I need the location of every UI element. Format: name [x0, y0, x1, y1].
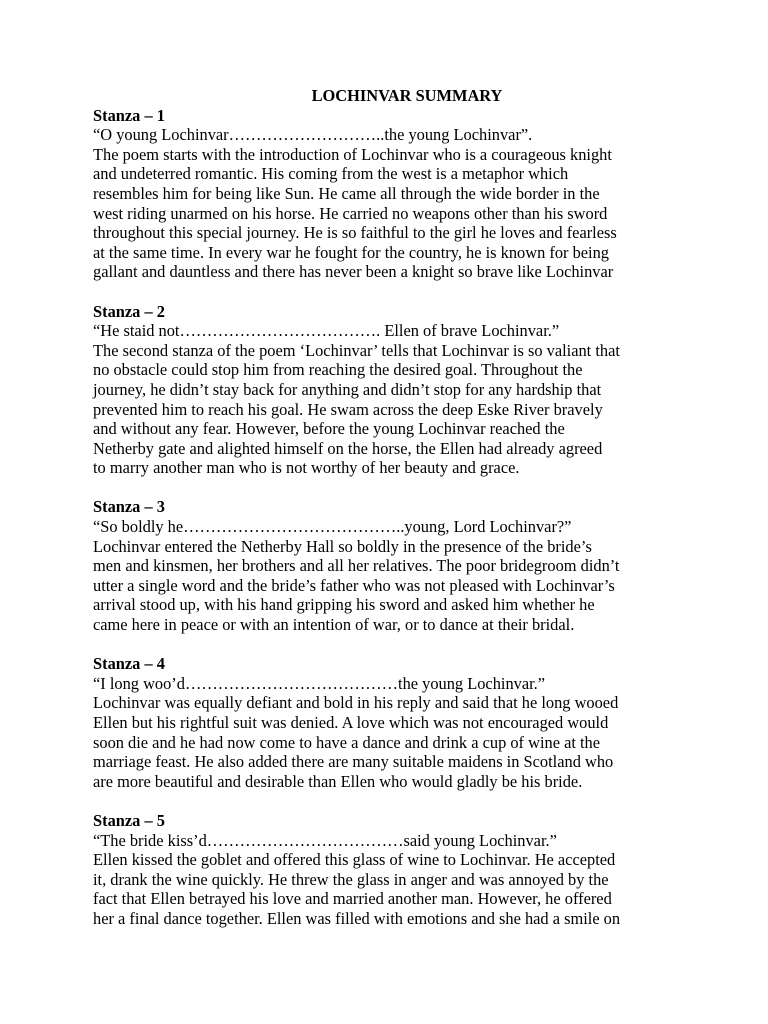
- stanza-heading: Stanza – 2: [93, 301, 165, 321]
- text-line: prevented him to reach his goal. He swam across the deep Eske River bravely: [93, 399, 603, 419]
- text-line: and without any fear. However, before the young Lochinvar reached the: [93, 419, 565, 439]
- text-line: Lochinvar was equally defiant and bold in his reply and said that he long wooed: [93, 693, 619, 713]
- text-line: Netherby gate and alighted himself on the horse, the Ellen had already agreed: [93, 438, 603, 458]
- text-line: marriage feast. He also added there are many suitable maidens in Scotland who: [93, 752, 614, 772]
- text-line: The second stanza of the poem ‘Lochinvar’ tells that Lochinvar is so valiant that: [93, 340, 620, 360]
- text-line: her a final dance together. Ellen was filled with emotions and she had a smile on: [93, 908, 621, 928]
- text-line: are more beautiful and desirable than Ellen who would gladly be his bride.: [93, 771, 583, 791]
- text-line: Ellen but his rightful suit was denied. A love which was not encouraged would: [93, 713, 609, 732]
- text-line: “He staid not………………………………. Ellen of brave Lochinvar.”: [93, 321, 560, 341]
- text-line: soon die and he had now come to have a dance and drink a cup of wine at the: [93, 732, 601, 752]
- text-line: throughout this special journey. He is so faithful to the girl he loves and fearless: [93, 223, 617, 243]
- text-line: “So boldly he…………………………………..young, Lord Lochinvar?”: [93, 517, 572, 537]
- document-page: [93, 86, 693, 948]
- stanza-heading: Stanza – 1: [93, 105, 165, 125]
- text-line: west riding unarmed on his horse. He carried no weapons other than his sword: [93, 203, 608, 223]
- text-line: journey, he didn’t stay back for anything and didn’t stop for any hardship that: [93, 379, 602, 399]
- text-line: no obstacle could stop him from reaching the desired goal. Throughout the: [93, 360, 583, 380]
- document-title: LOCHINVAR SUMMARY: [311, 86, 503, 105]
- text-line: Lochinvar entered the Netherby Hall so boldly in the presence of the bride’s: [93, 536, 592, 556]
- text-line: men and kinsmen, her brothers and all her relatives. The poor bridegroom didn’t: [93, 556, 620, 576]
- text-line: it, drank the wine quickly. He threw the glass in anger and was annoyed by the: [93, 869, 609, 889]
- text-line: “I long woo’d…………………………………the young Lochinvar.”: [93, 673, 546, 693]
- text-line: Ellen kissed the goblet and offered this glass of wine to Lochinvar. He accepted: [93, 850, 616, 870]
- stanza-5: [93, 811, 693, 929]
- text-line: at the same time. In every war he fought for the country, he is known for being: [93, 242, 609, 262]
- text-line: resembles him for being like Sun. He came all through the wide border in the: [93, 183, 600, 203]
- stanza-3: [93, 497, 693, 634]
- text-line: gallant and dauntless and there has never been a knight so brave like Lochinvar: [93, 262, 614, 282]
- stanza-heading: Stanza – 3: [93, 497, 165, 517]
- stanza-heading: Stanza – 4: [93, 654, 165, 674]
- text-line: fact that Ellen betrayed his love and married another man. However, he offered: [93, 889, 612, 909]
- stanza-4: [93, 654, 693, 791]
- text-line: arrival stood up, with his hand gripping his sword and asked him whether he: [93, 595, 595, 615]
- stanza-1: [93, 106, 693, 282]
- text-line: utter a single word and the bride’s father who was not pleased with Lochinvar’s: [93, 575, 615, 595]
- text-line: to marry another man who is not worthy of her beauty and grace.: [93, 458, 520, 478]
- text-line: “The bride kiss’d………………………………said young Lochinvar.”: [93, 830, 557, 850]
- text-line: The poem starts with the introduction of Lochinvar who is a courageous knight: [93, 144, 612, 164]
- text-line: “O young Lochinvar………………………..the young Lochinvar”.: [93, 125, 533, 145]
- stanza-2: [93, 302, 693, 478]
- text-line: and undeterred romantic. His coming from the west is a metaphor which: [93, 164, 569, 184]
- text-line: came here in peace or with an intention of war, or to dance at their bridal.: [93, 615, 575, 635]
- stanza-heading: Stanza – 5: [93, 810, 165, 830]
